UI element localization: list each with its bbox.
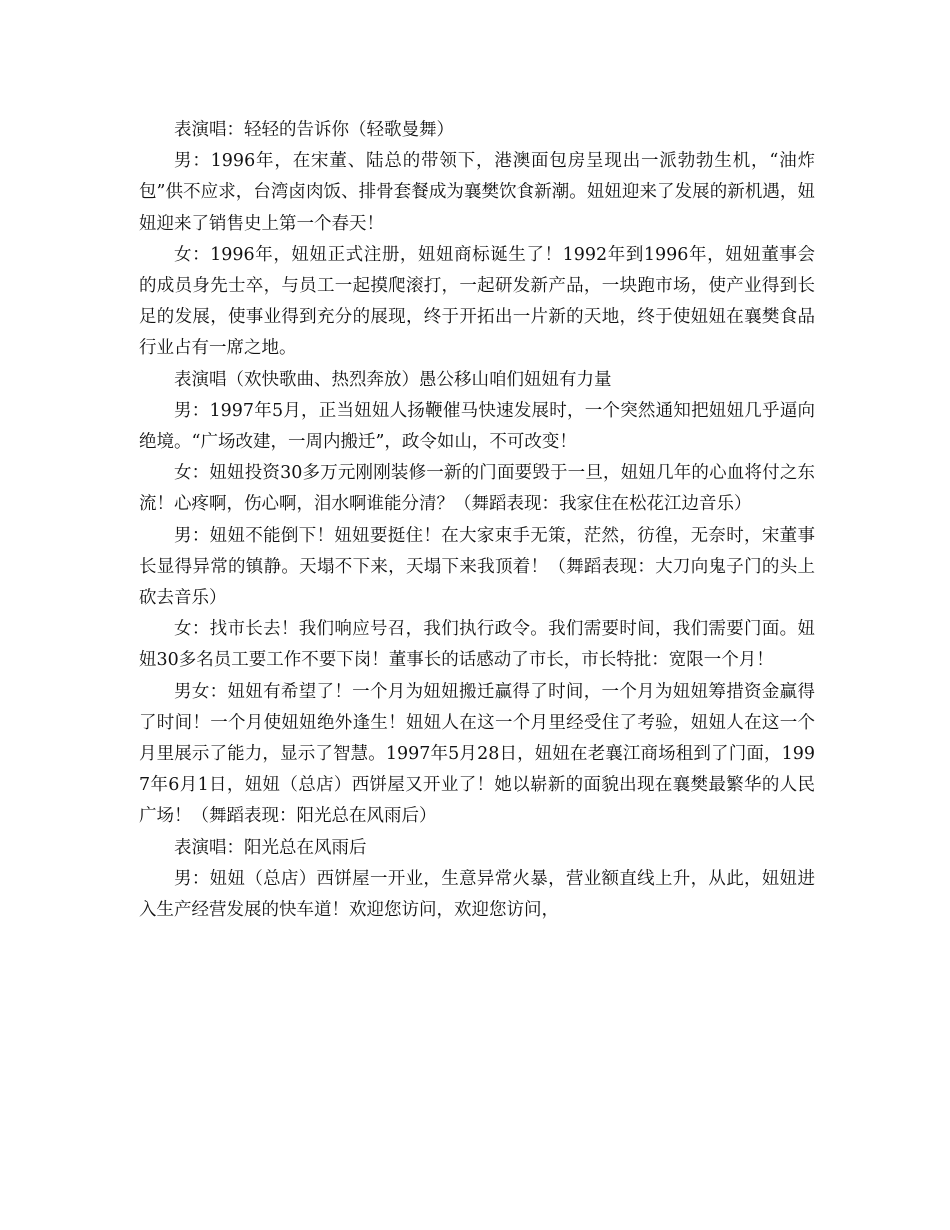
paragraph-9: 男女：妞妞有希望了！一个月为妞妞搬迁赢得了时间，一个月为妞妞筹措资金赢得了时间！一个月使妞妞绝外逢生！妞妞人在这一个月里经受住了考验，妞妞人在这一个月里展示了能力，显示了智慧。1997年5月28日，妞妞在老襄江商场租到了门面，1997年6月1日，妞妞（总店）西饼屋又开业了！她以崭新的面貌出现在襄樊最繁华的人民广场！（舞蹈表现：阳光总在风雨后）: [139, 681, 815, 827]
document-body: [139, 115, 815, 926]
paragraph-1: 表演唱：轻轻的告诉你（轻歌曼舞）: [174, 120, 454, 140]
paragraph-5: 男：1997年5月，正当妞妞人扬鞭催马快速发展时，一个突然通知把妞妞几乎逼向绝境。“广场改建，一周内搬迁”，政令如山，不可改变！: [139, 400, 815, 453]
paragraph-10: 表演唱：阳光总在风雨后: [174, 837, 367, 858]
paragraph-8: 女：找市长去！我们响应号召，我们执行政令。我们需要时间，我们需要门面。妞妞30多名员工要工作不要下岗！董事长的话感动了市长，市长特批：宽限一个月！: [139, 619, 815, 671]
paragraph-4: 表演唱（欢快歌曲、热烈奔放）愚公移山咱们妞妞有力量: [174, 369, 612, 390]
paragraph-7: 男：妞妞不能倒下！妞妞要挺住！在大家束手无策，茫然，彷徨，无奈时，宋董事长显得异常的镇静。天塌不下来，天塌下来我顶着！（舞蹈表现：大刀向鬼子门的头上砍去音乐）: [139, 525, 815, 609]
paragraph-11: 男：妞妞（总店）西饼屋一开业，生意异常火暴，营业额直线上升，从此，妞妞进入生产经营发展的快车道！欢迎您访问，欢迎您访问，: [139, 868, 815, 921]
paragraph-2: 男：1996年，在宋董、陆总的带领下，港澳面包房呈现出一派勃勃生机，“油炸包”供不应求，台湾卤肉饭、排骨套餐成为襄樊饮食新潮。妞妞迎来了发展的新机遇，妞妞迎来了销售史上第一个春天！: [139, 151, 815, 234]
paragraph-6: 女：妞妞投资30多万元刚刚装修一新的门面要毁于一旦，妞妞几年的心血将付之东流！心疼啊，伤心啊，泪水啊谁能分清？（舞蹈表现：我家住在松花江边音乐）: [139, 463, 815, 515]
paragraph-3: 女：1996年，妞妞正式注册，妞妞商标诞生了！1992年到1996年，妞妞董事会的成员身先士卒，与员工一起摸爬滚打，一起研发新产品，一块跑市场，使产业得到长足的发展，使事业得到充分的展现，终于开拓出一片新的天地，终于使妞妞在襄樊食品行业占有一席之地。: [139, 244, 815, 359]
